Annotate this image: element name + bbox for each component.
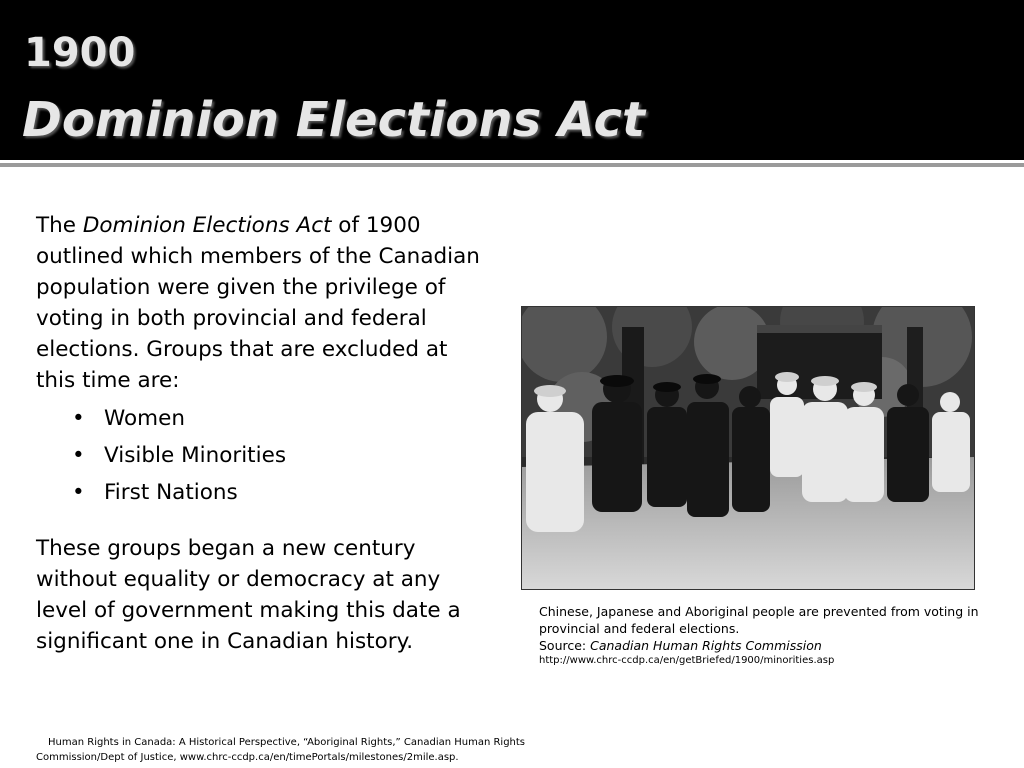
source-name: Canadian Human Rights Commission [590,638,822,653]
historical-photo [521,306,975,590]
body-text [36,210,486,657]
source-url: http://www.chrc-ccdp.ca/en/getBriefed/1900/minorities.asp [539,655,835,666]
list-item: • Women [36,400,486,437]
title-main: Dominion Elections Act [22,92,645,148]
list-item: • Visible Minorities [36,437,486,474]
footer-citation [36,735,536,765]
intro-act-name: Dominion Elections Act [82,213,332,238]
photo-illustration [522,307,974,589]
intro-paragraph [36,210,486,396]
title-year: 1900 [24,30,136,76]
excluded-groups-list [36,400,486,511]
list-item: • First Nations [36,474,486,511]
source-label: Source: [539,638,591,653]
footer-line-2: Commission/Dept of Justice, www.chrc-ccdp.ca/en/timePortals/milestones/2mile.asp. [36,752,459,763]
conclusion-paragraph: These groups began a new century without equality or democracy at any level of government making this date a significant one in Canadian history. [36,536,461,654]
intro-rest: of 1900 outlined which members of the Canadian population were given the privilege of voting in both provincial and federal elections. Groups that are excluded at this time are: [36,213,480,393]
intro-prefix: The [36,213,83,238]
title-bar [0,0,1024,160]
photo-caption [539,603,979,668]
divider-gray [0,163,1024,167]
footer-line-1: Human Rights in Canada: A Historical Perspective, “Aboriginal Rights,” Canadian Human Rights [48,737,526,748]
caption-text: Chinese, Japanese and Aboriginal people are prevented from voting in provincial and federal elections. [539,604,979,636]
caption-source [539,637,979,654]
